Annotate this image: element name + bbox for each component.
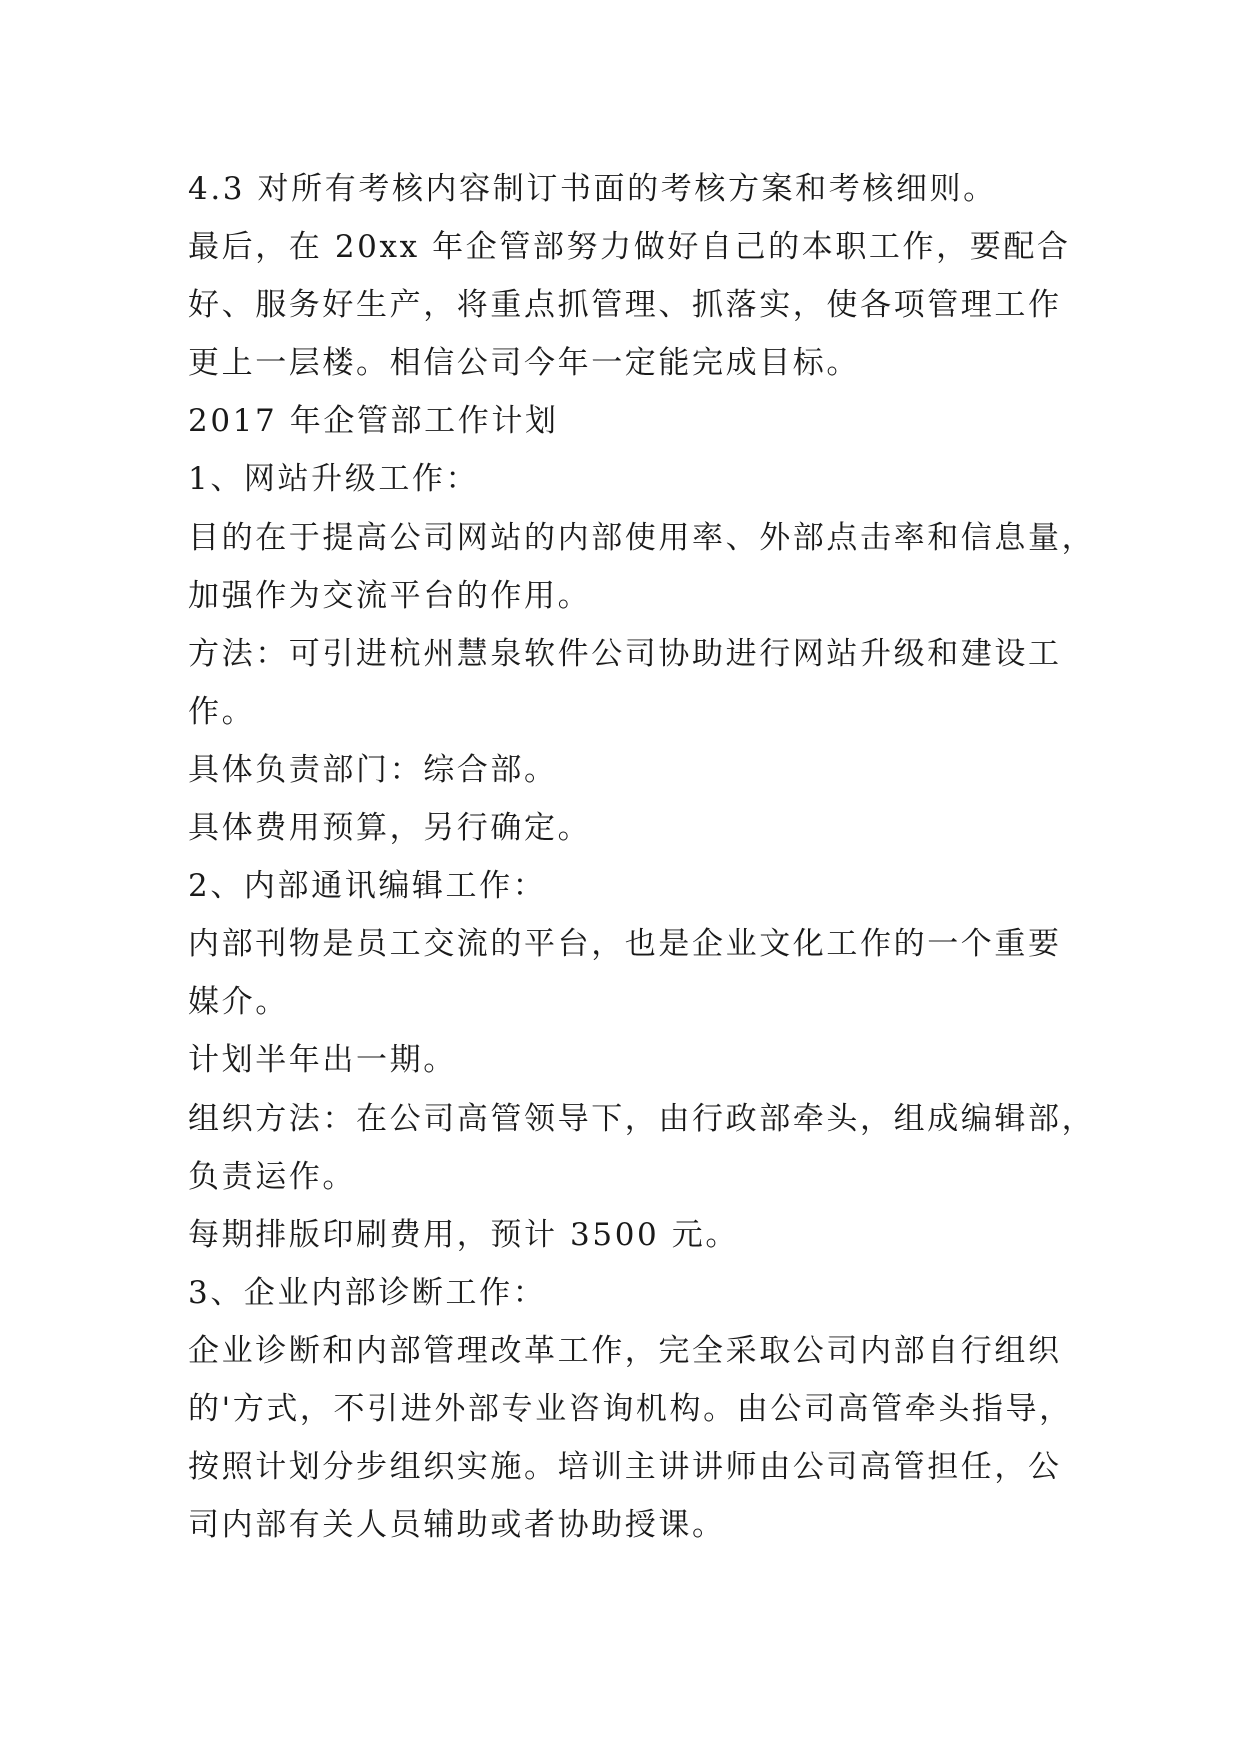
text-line: 作。	[188, 693, 256, 730]
text-line: 最后，在 20xx 年企管部努力做好自己的本职工作，要配合	[188, 229, 1071, 266]
text-line: 每期排版印刷费用，预计 3500 元。	[188, 1216, 739, 1253]
item-heading: 1、网站升级工作：	[188, 461, 480, 498]
text-line: 加强作为交流平台的作用。	[188, 577, 592, 614]
text-line: 计划半年出一期。	[188, 1042, 457, 1079]
text-line: 4.3 对所有考核内容制订书面的考核方案和考核细则。	[188, 171, 997, 207]
document-body	[188, 160, 1096, 1554]
text-line: 目的在于提高公司网站的内部使用率、外部点击率和信息量，	[188, 519, 1096, 556]
text-line: 更上一层楼。相信公司今年一定能完成目标。	[188, 345, 860, 382]
text-line: 组织方法：在公司高管领导下，由行政部牵头，组成编辑部，	[188, 1100, 1096, 1137]
text-line: 具体负责部门：综合部。	[188, 751, 558, 788]
text-line: 企业诊断和内部管理改革工作，完全采取公司内部自行组织	[188, 1332, 1062, 1369]
text-line: 好、服务好生产，将重点抓管理、抓落实，使各项管理工作	[188, 287, 1062, 324]
item-heading: 3、企业内部诊断工作：	[188, 1274, 547, 1311]
text-line: 方法：可引进杭州慧泉软件公司协助进行网站升级和建设工	[188, 635, 1062, 672]
text-line: 的'方式，不引进外部专业咨询机构。由公司高管牵头指导，	[188, 1390, 1073, 1427]
section-heading: 2017 年企管部工作计划	[188, 403, 559, 440]
text-line: 内部刊物是员工交流的平台，也是企业文化工作的一个重要	[188, 926, 1062, 963]
text-line: 司内部有关人员辅助或者协助授课。	[188, 1507, 726, 1544]
text-line: 媒介。	[188, 984, 289, 1021]
text-line: 按照计划分步组织实施。培训主讲讲师由公司高管担任，公	[188, 1449, 1062, 1486]
text-line: 具体费用预算，另行确定。	[188, 810, 592, 847]
item-heading: 2、内部通讯编辑工作：	[188, 868, 547, 905]
text-line: 负责运作。	[188, 1158, 356, 1195]
